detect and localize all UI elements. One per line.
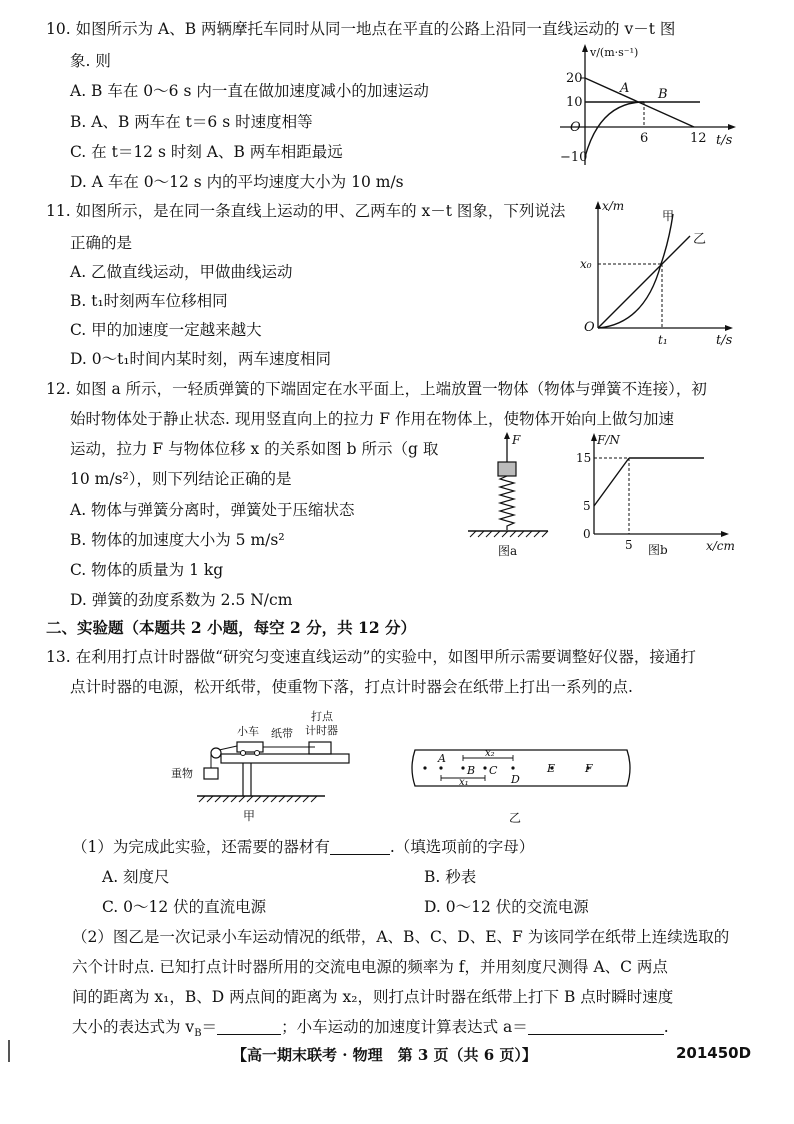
q10-tick-10: 10	[566, 95, 583, 110]
q11-xt-graph	[560, 196, 750, 356]
q13-yi-caption: 乙	[509, 811, 522, 825]
q13-part2-line4	[72, 1016, 669, 1045]
q13-choice-a: A. 刻度尺	[102, 868, 170, 886]
q13-part2-vb-text: 大小的表达式为 v	[72, 1018, 195, 1036]
q10-ylabel: v/(m·s⁻¹)	[590, 46, 639, 59]
q11-xlabel: t/s	[716, 333, 733, 348]
q11-option-d: D. 0～t₁时间内某时刻，两车速度相同	[70, 350, 332, 368]
q12b-tick-15: 15	[576, 451, 592, 465]
q10-option-b: B. A、B 两车在 t＝6 s 时速度相等	[70, 113, 313, 131]
q13-part1-text: （1）为完成此实验，还需要的器材有	[72, 838, 330, 856]
q12-block	[498, 462, 516, 476]
q10-label-b: B	[658, 87, 668, 102]
q10-tick-20: 20	[566, 71, 583, 86]
q13-label-b: B	[467, 764, 476, 777]
q11-line-yi	[598, 236, 690, 328]
q11-stem-line2: 正确的是	[70, 234, 133, 252]
q12-stem-line3: 运动，拉力 F 与物体位移 x 的关系如图 b 所示（g 取	[70, 440, 439, 458]
q10-vt-graph	[540, 40, 750, 190]
q13-part2-end: .	[663, 1018, 669, 1036]
q12-stem-line4: 10 m/s²），则下列结论正确的是	[70, 470, 292, 488]
q12-force-label: F	[512, 433, 521, 447]
q13-figure-jia	[165, 706, 365, 824]
q11-origin: O	[584, 320, 595, 335]
q13-dot-a	[439, 766, 442, 769]
q12-figure-b	[556, 430, 746, 560]
q11-label-yi: 乙	[693, 232, 707, 247]
q11-option-c: C. 甲的加速度一定越来越大	[70, 321, 262, 339]
q12b-caption: 图b	[648, 543, 668, 557]
q13-dot-c	[483, 766, 486, 769]
q12-option-c: C. 物体的质量为 1 kg	[70, 561, 224, 579]
q10-label-a: A	[620, 81, 630, 96]
q13-jia-caption: 甲	[243, 809, 256, 823]
q13-part2-line2: 六个计时点. 已知打点计时器所用的交流电电源的频率为 f，并用刻度尺测得 A、C 两点	[72, 958, 668, 976]
q13-dot-d	[511, 766, 514, 769]
q13-choice-b: B. 秒表	[424, 868, 477, 886]
q11-stem-line1: 11. 如图所示，是在同一条直线上运动的甲、乙两车的 x－t 图象，下列说法	[46, 202, 566, 220]
q11-x0: x₀	[580, 257, 592, 271]
q13-label-a: A	[438, 752, 446, 765]
q10-option-c: C. 在 t＝12 s 时刻 A、B 两车相距最远	[70, 143, 343, 161]
q12-stem-line2: 始时物体处于静止状态. 现用竖直向上的拉力 F 作用在物体上，使物体开始向上做匀加速	[70, 410, 674, 428]
q13-stem-line1: 13. 在利用打点计时器做“研究匀变速直线运动”的实验中，如图甲所示需要调整好仪器，接通打	[46, 648, 696, 666]
q13-label-d: D	[511, 773, 520, 786]
q13-choice-c: C. 0～12 伏的直流电源	[102, 898, 267, 916]
q12-option-d: D. 弹簧的劲度系数为 2.5 N/cm	[70, 591, 293, 609]
q12b-rising-line	[594, 458, 629, 506]
q13-timer	[309, 742, 331, 754]
q10-tick-12: 12	[690, 131, 707, 146]
q13-choice-d: D. 0～12 伏的交流电源	[424, 898, 589, 916]
q10-origin: O	[570, 120, 581, 135]
q13-x2-label: x₂	[485, 748, 495, 759]
q13-part1	[72, 836, 534, 858]
q13-part2-eq: ＝	[201, 1018, 218, 1036]
q12b-xlabel: x/cm	[706, 539, 735, 553]
q13-timer-label2: 计时器	[305, 724, 338, 737]
q12-figure-a	[458, 430, 558, 560]
q13-timer-label1: 打点	[311, 710, 333, 723]
q11-ylabel: x/m	[602, 199, 625, 213]
q13-a-answer-blank[interactable]	[528, 1018, 664, 1035]
q13-part2-line3: 间的距离为 x₁，B、D 两点间的距离为 x₂，则打点计时器在纸带上打下 B 点时瞬时速度	[72, 988, 674, 1006]
q12b-origin: 0	[583, 527, 591, 541]
q13-vb-answer-blank[interactable]	[217, 1018, 281, 1035]
q10-stem-line2: 象. 则	[70, 52, 111, 70]
q13-car	[237, 742, 263, 752]
q11-label-jia: 甲	[662, 209, 675, 223]
q11-t1: t₁	[658, 333, 668, 347]
q12b-tick-x5: 5	[625, 538, 633, 552]
q12b-ylabel: F/N	[597, 433, 620, 447]
q13-stem-line2: 点计时器的电源，松开纸带，使重物下落，打点计时器会在纸带上打出一系列的点.	[70, 678, 633, 696]
q10-option-d: D. A 车在 0～12 s 内的平均速度大小为 10 m/s	[70, 173, 404, 191]
q13-part1-answer-blank[interactable]	[330, 838, 390, 855]
footer-code: 201450D	[676, 1044, 752, 1062]
q13-dot-b	[461, 766, 464, 769]
q11-option-a: A. 乙做直线运动，甲做曲线运动	[70, 263, 293, 281]
q13-figure-yi-tape	[405, 740, 635, 826]
q13-part2-vb-sub: B	[194, 1028, 202, 1040]
q10-stem-line1: 10. 如图所示为 A、B 两辆摩托车同时从同一地点在平直的公路上沿同一直线运动的 v－t 图	[46, 20, 676, 38]
q10-tick-neg10: −10	[560, 150, 588, 165]
q12-spring	[500, 476, 514, 530]
q12-option-b: B. 物体的加速度大小为 5 m/s²	[70, 531, 285, 549]
q10-curve-b	[585, 102, 644, 157]
q13-weight	[204, 768, 218, 779]
q13-part2-a-text: ；小车运动的加速度计算表达式 a＝	[281, 1018, 528, 1036]
q13-car-label: 小车	[237, 725, 259, 738]
q13-pulley	[211, 748, 221, 758]
q13-label-e: E	[547, 762, 556, 775]
q13-board	[221, 754, 349, 763]
q12-stem-line1: 12. 如图 a 所示，一轻质弹簧的下端固定在水平面上，上端放置一物体（物体与弹簧不连接），初	[46, 380, 707, 398]
q13-label-c: C	[489, 764, 498, 777]
q12b-tick-5: 5	[583, 499, 591, 513]
q10-option-a: A. B 车在 0～6 s 内一直在做加速度减小的加速运动	[70, 82, 429, 100]
q13-tape-label: 纸带	[271, 727, 293, 740]
margin-mark	[8, 1040, 10, 1062]
q13-part1-tail: .（填选项前的字母）	[389, 838, 535, 856]
q13-label-f: F	[585, 762, 593, 775]
q13-weight-label: 重物	[171, 767, 193, 780]
q13-part2-line1: （2）图乙是一次记录小车运动情况的纸带，A、B、C、D、E、F 为该同学在纸带上连续选取的	[72, 928, 730, 946]
section-2-title: 二、实验题（本题共 2 小题，每空 2 分，共 12 分）	[46, 618, 417, 637]
q13-x1-label: x₁	[459, 777, 469, 788]
q12-option-a: A. 物体与弹簧分离时，弹簧处于压缩状态	[70, 501, 355, 519]
q10-tick-6: 6	[640, 131, 649, 146]
q11-option-b: B. t₁时刻两车位移相同	[70, 292, 228, 310]
footer-page-info: 【高一期末联考 · 物理 第 3 页（共 6 页）】	[232, 1046, 537, 1064]
q10-xlabel: t/s	[716, 133, 733, 148]
q12-figa-caption: 图a	[498, 544, 518, 558]
